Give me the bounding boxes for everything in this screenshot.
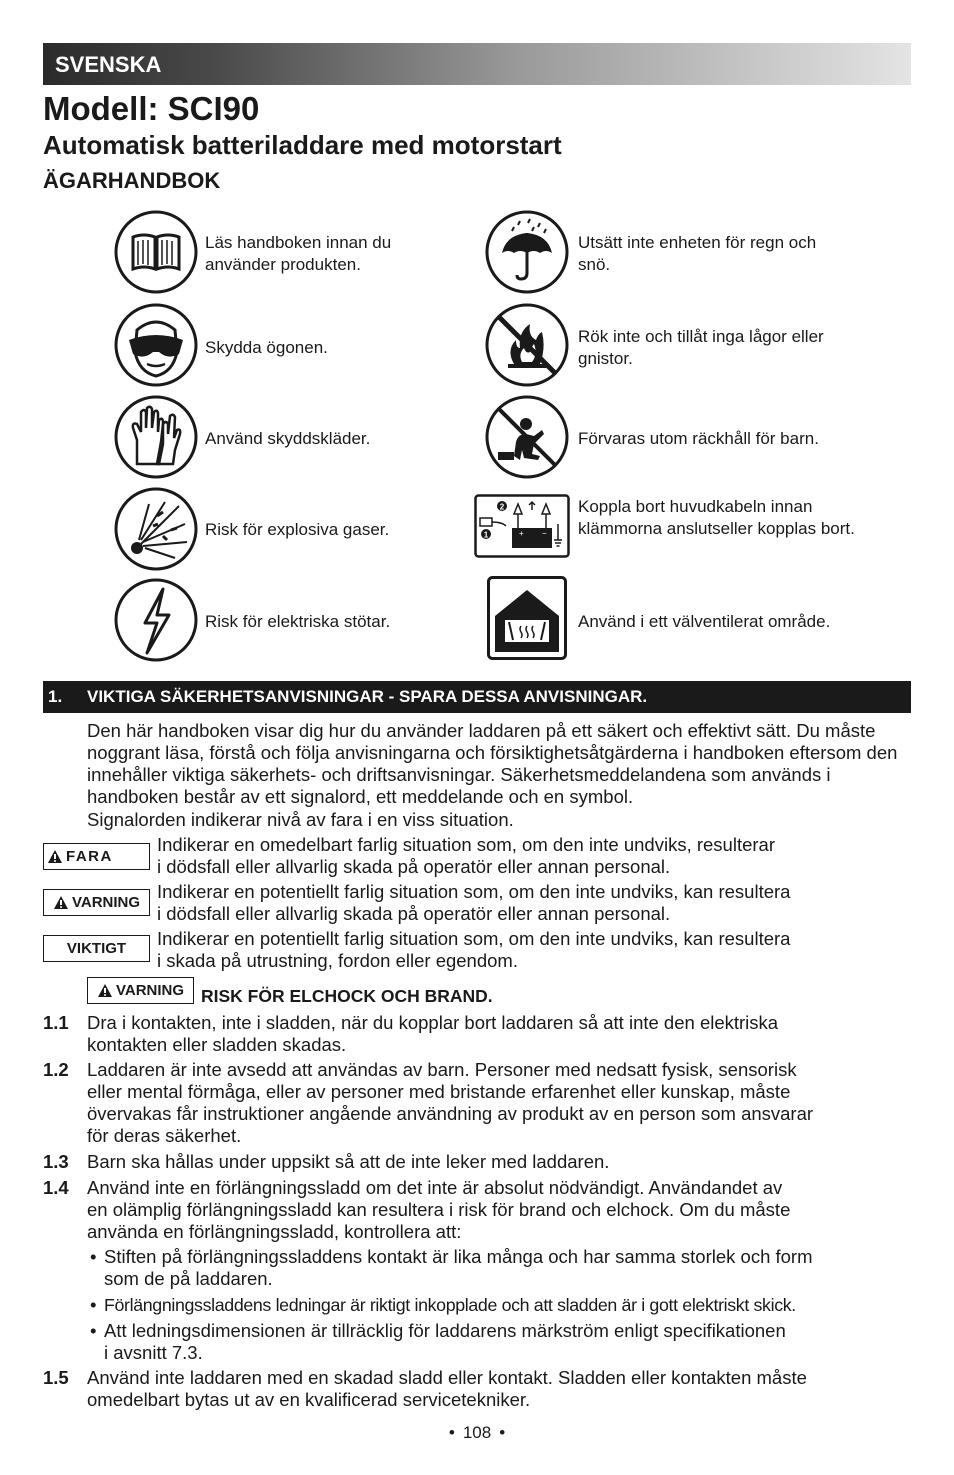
varning-badge-risk: [87, 977, 194, 1004]
fara-badge: [43, 843, 150, 870]
item-1-3: [87, 1151, 917, 1173]
safety-goggles-icon: [113, 302, 199, 388]
battery-disconnect-icon: [474, 494, 570, 558]
page-footer: [0, 1423, 954, 1443]
viktigt-badge: [43, 935, 150, 962]
viktigt-label: VIKTIGT: [66, 940, 127, 957]
bullet-line: som de på laddaren.: [104, 1268, 273, 1289]
explosion-icon: [113, 486, 199, 572]
symbol-text-rain: Utsätt inte enheten för regn och snö.: [578, 233, 817, 274]
varning-label: VARNING: [71, 894, 141, 911]
bullet-3: [104, 1320, 924, 1364]
viktigt-text-2: i skada på utrustning, fordon eller egendom.: [157, 950, 518, 971]
viktigt-text-1: Indikerar en potentiellt farlig situation som, om den inte undviks, kan resultera: [157, 928, 791, 949]
footer-bullet-left: •: [448, 1423, 455, 1442]
symbol-text-ventilation: Använd i ett välventilerat område.: [578, 612, 831, 631]
bullet-marker: •: [90, 1246, 97, 1267]
symbol-text-disconnect: Koppla bort huvudkabeln innan klämmorna anslutseller kopplas bort.: [578, 497, 855, 538]
item-line: Dra i kontakten, inte i sladden, när du kopplar bort laddaren så att inte den elektriska: [87, 1012, 779, 1033]
item-1-2: [87, 1059, 917, 1147]
item-number: 1.1: [43, 1012, 69, 1033]
item-line: för deras säkerhet.: [87, 1125, 242, 1146]
item-line: Använd inte laddaren med en skadad sladd eller kontakt. Sladden eller kontakten måste: [87, 1367, 807, 1388]
no-children-icon: [484, 394, 570, 480]
page-number: 108: [462, 1423, 492, 1442]
warning-heading: RISK FÖR ELCHOCK OCH BRAND.: [201, 986, 493, 1006]
symbol-text-electric: Risk för elektriska stötar.: [205, 612, 391, 631]
signal-intro: Signalorden indikerar nivå av fara i en viss situation.: [87, 809, 514, 830]
umbrella-rain-icon: [484, 209, 570, 295]
no-fire-icon: [484, 302, 570, 388]
symbol-text-clothing: Använd skyddskläder.: [205, 429, 371, 448]
intro-paragraph: Den här handboken visar dig hur du använder laddaren på ett säkert och effektivt sätt. Du måste noggrant läsa, förstå och följa anvisningarna och försiktighetsåtgärderna i handboken eftersom den innehåller viktiga säkerhets- och driftsanvisningar. Säkerhetsmeddelandena som används i handboken består av ett signalord, ett meddelande och en symbol.: [87, 720, 898, 807]
bullet-2: [104, 1294, 924, 1316]
section-1-header: [43, 681, 911, 713]
fara-text-1: Indikerar en omedelbart farlig situation som, om den inte undviks, resulterar: [157, 834, 775, 855]
item-line: använda en förlängningssladd, kontrollera att:: [87, 1221, 462, 1242]
bullet-line: Stiften på förlängningssladdens kontakt är lika många och har samma storlek och form: [104, 1246, 813, 1267]
symbol-text-children: Förvaras utom räckhåll för barn.: [578, 429, 819, 448]
svg-text:+: +: [519, 529, 524, 538]
fara-text-2: i dödsfall eller allvarlig skada på operatör eller annan personal.: [157, 856, 671, 877]
lightning-icon: [113, 577, 199, 663]
varning-risk-label: VARNING: [115, 982, 185, 999]
item-1-1: [87, 1012, 917, 1056]
bullet-1: [104, 1246, 924, 1290]
symbol-text-explosive: Risk för explosiva gaser.: [205, 520, 390, 539]
section-title: VIKTIGA SÄKERHETSANVISNINGAR - SPARA DESSA ANVISNINGAR.: [87, 687, 648, 706]
book-icon: [113, 209, 199, 295]
warning-triangle-icon: [47, 849, 63, 864]
item-line: eller mental förmåga, eller av personer med bristande erfarenhet eller kunskap, måste: [87, 1081, 791, 1102]
svg-text:−: −: [542, 529, 547, 538]
svg-text:1: 1: [483, 530, 489, 540]
item-number: 1.4: [43, 1177, 69, 1198]
bullet-marker: •: [90, 1320, 97, 1341]
language-bar: [43, 43, 911, 85]
item-line: Laddaren är inte avsedd att användas av barn. Personer med nedsatt fysisk, sensorisk: [87, 1059, 797, 1080]
bullet-marker: •: [90, 1294, 97, 1315]
ventilated-house-icon: [487, 576, 567, 660]
item-line: Barn ska hållas under uppsikt så att de inte leker med laddaren.: [87, 1151, 610, 1172]
bullet-line: Att ledningsdimensionen är tillräcklig för laddarens märkström enligt specifikationen: [104, 1320, 786, 1341]
item-number: 1.2: [43, 1059, 69, 1080]
doc-type: ÄGARHANDBOK: [43, 168, 221, 193]
language-label: SVENSKA: [55, 52, 162, 77]
varning-text-2: i dödsfall eller allvarlig skada på operatör eller annan personal.: [157, 903, 671, 924]
item-number: 1.3: [43, 1151, 69, 1172]
item-1-5: [87, 1367, 917, 1411]
gloves-icon: [113, 394, 199, 480]
svg-text:2: 2: [499, 502, 505, 512]
symbol-text-read-manual: Läs handboken innan du använder produkten.: [205, 233, 392, 274]
item-line: omedelbart bytas ut av en kvalificerad servicetekniker.: [87, 1389, 531, 1410]
item-line: Använd inte en förlängningssladd om det inte är absolut nödvändigt. Användandet av: [87, 1177, 783, 1198]
warning-triangle-icon: [97, 983, 113, 998]
item-line: en olämplig förlängningssladd kan resultera i risk för brand och elchock. Om du måste: [87, 1199, 791, 1220]
symbol-text-eyes: Skydda ögonen.: [205, 338, 328, 357]
product-title: Automatisk batteriladdare med motorstart: [43, 130, 562, 160]
model-title: Modell: SCI90: [43, 90, 260, 127]
item-number: 1.5: [43, 1367, 69, 1388]
item-line: övervakas får instruktioner angående användning av produkt av en person som ansvarar: [87, 1103, 814, 1124]
fara-label: FARA: [66, 848, 113, 865]
bullet-line: i avsnitt 7.3.: [104, 1342, 203, 1363]
item-line: kontakten eller sladden skadas.: [87, 1034, 347, 1055]
footer-bullet-right: •: [499, 1423, 506, 1442]
symbol-text-fire: Rök inte och tillåt inga lågor eller gnistor.: [578, 327, 824, 368]
varning-text-1: Indikerar en potentiellt farlig situation som, om den inte undviks, kan resultera: [157, 881, 791, 902]
warning-triangle-icon: [53, 895, 69, 910]
bullet-line: Förlängningssladdens ledningar är riktigt inkopplade och att sladden är i gott elektriskt skick.: [104, 1295, 796, 1315]
section-number: 1.: [48, 687, 63, 706]
varning-badge: [43, 889, 150, 916]
item-1-4: [87, 1177, 917, 1243]
